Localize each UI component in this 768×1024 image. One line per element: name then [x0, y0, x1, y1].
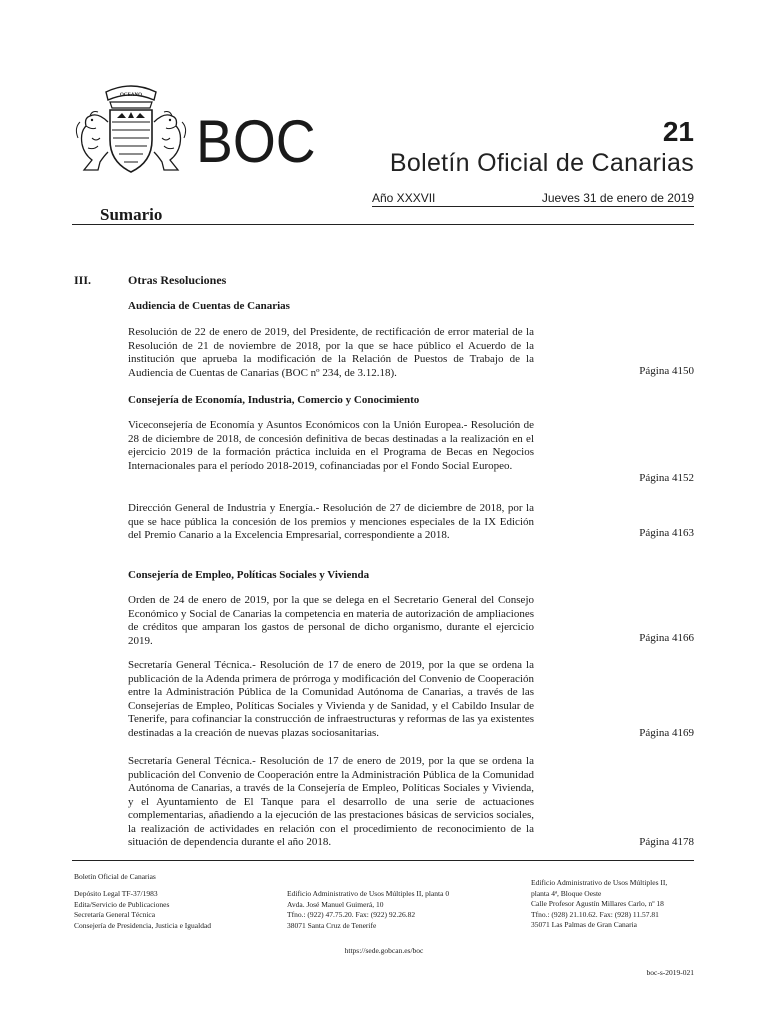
footer-line: Edificio Administrativo de Usos Múltiples II, planta 0 [287, 889, 450, 898]
footer-column-2 [287, 889, 517, 931]
footer-line: Edificio Administrativo de Usos Múltiples II, [531, 878, 668, 887]
footer-line: 38071 Santa Cruz de Tenerife [287, 920, 377, 930]
summary-rule [72, 224, 694, 225]
publication-name: Boletín Oficial de Canarias [389, 149, 694, 177]
entry-text: Secretaría General Técnica.- Resolución de 17 de enero de 2019, por la que se ordena la publicación de la Adenda primera de prórroga y modificación del Convenio de Cooperación entre la Administración Pública de la Comunidad Autónoma de Canarias, a través de las Consejerías de Empleo, Políticas Sociales y Vivienda y de Sanidad, y el Cabildo Insular de Tenerife, para cofinanciar la construcción de infraestructuras y reformas de las ya existentes destinadas a la creación de nuevas plazas sociosanitarias. [128, 659, 534, 739]
entry-text: Viceconsejería de Economía y Asuntos Económicos con la Unión Europea.- Resolución de 28 de diciembre de 2018, de concesión definitiva de becas destinadas a la realización en el ejercicio 2019 de la formación práctica incluida en el Programa de Becas en Negocios Internacionales para el período 2018-2019, cofinanciadas por el Fondo Social Europeo. [128, 419, 534, 472]
footer-line: Avda. José Manuel Guimerá, 10 [287, 899, 384, 909]
entry-text: Dirección General de Industria y Energía.- Resolución de 27 de diciembre de 2018, por la que se hace pública la concesión de los premios y menciones especiales de la IX Edición del Premio Canario a la Excelencia Empresarial, correspondiente a 2018. [128, 502, 534, 541]
footer-line: Depósito Legal TF-37/1983 [74, 889, 158, 898]
footer-url-link[interactable]: https://sede.gobcan.es/boc [344, 946, 424, 955]
entity-heading: Consejería de Empleo, Políticas Sociales y Vivienda [128, 569, 370, 581]
footer-line: Tfno.: (928) 21.10.62. Fax: (928) 11.57.81 [531, 909, 659, 919]
entry-page: Página 4169 [639, 727, 694, 739]
issue-number: 21 [662, 116, 694, 147]
header-rule [372, 206, 694, 207]
footer-title: Boletín Oficial de Canarias [74, 872, 156, 881]
footer-line: Tfno.: (922) 47.75.20. Fax: (922) 92.26.82 [287, 910, 416, 919]
coat-band-text: OCEANO [120, 93, 142, 98]
entry-page: Página 4166 [639, 632, 694, 644]
entity-heading: Consejería de Economía, Industria, Comercio y Conocimiento [128, 394, 420, 406]
boc-wordmark: BOC [196, 108, 316, 175]
coat-of-arms-logo [70, 82, 192, 178]
footer-line: 35071 Las Palmas de Gran Canaria [531, 920, 638, 929]
entry-text: Secretaría General Técnica.- Resolución de 17 de enero de 2019, por la que se ordena la publicación del Convenio de Cooperación entre la Administración Pública de la Comunidad Autónoma de Canarias, a través de la Consejería de Empleo, Políticas Sociales y Vivienda, y el Ayuntamiento de El Tanque para el desarrollo de una serie de actuaciones complementarias, añadiendo a la ejecución de las prestaciones básicas de servicios sociales, la realización de actividades en relación con el procedimiento de reconocimiento de la situación de dependencia durante el año 2018. [128, 755, 534, 848]
footer-line: Calle Profesor Agustín Millares Carlo, nº 18 [531, 899, 664, 908]
entry-page: Página 4178 [639, 836, 694, 848]
footer-column-1 [74, 889, 284, 931]
summary-title: Sumario [100, 205, 163, 224]
section-title: Otras Resoluciones [128, 273, 227, 287]
date-label: Jueves 31 de enero de 2019 [541, 191, 694, 205]
section-number: III. [74, 273, 92, 287]
entry-text: Orden de 24 de enero de 2019, por la que se delega en el Secretario General del Consejo Económico y Social de Canarias la competencia en materia de autorización de ampliaciones de créditos que amparan los gastos de personal de dicho organismo, durante el ejercicio 2019. [128, 594, 534, 647]
footer-line: Edita/Servicio de Publicaciones [74, 899, 170, 909]
footer-line: Secretaría General Técnica [74, 910, 156, 919]
entry-page: Página 4152 [639, 472, 694, 484]
footer-line: Consejería de Presidencia, Justicia e Igualdad [74, 920, 212, 930]
entry-page: Página 4163 [639, 527, 694, 539]
footer-column-3 [531, 878, 701, 931]
year-label: Año XXXVII [372, 191, 436, 205]
entry-text: Resolución de 22 de enero de 2019, del Presidente, de rectificación de error material de la Resolución de 21 de noviembre de 2018, por la que se hace público el Acuerdo de la institución que aprueba la modificación de la Relación de Puestos de Trabajo de la Audiencia de Cuentas de Canarias (BOC nº 234, de 3.12.18). [128, 326, 534, 379]
entity-heading: Audiencia de Cuentas de Canarias [128, 300, 290, 312]
footer-rule [72, 860, 694, 861]
footer-document-code: boc-s-2019-021 [646, 968, 694, 977]
footer-line: planta 4ª, Bloque Oeste [531, 888, 602, 898]
entry-page: Página 4150 [639, 365, 694, 377]
